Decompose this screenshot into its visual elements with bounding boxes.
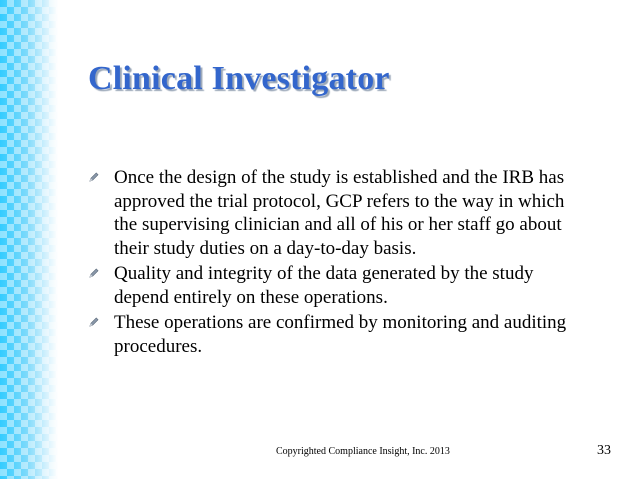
pencil-icon xyxy=(88,172,99,183)
bullet-text: Once the design of the study is established and the IRB has approved the trial protocol, GCP refers to the way in which the supervising clinician and all of his or her staff go about their study duties on a day-to-day basis. xyxy=(114,167,565,259)
bullet-list xyxy=(88,166,568,360)
bullet-item xyxy=(88,166,568,260)
decorative-checker-pattern xyxy=(0,0,58,479)
bullet-item xyxy=(88,311,568,358)
pencil-icon xyxy=(88,268,99,279)
footer-copyright: Copyrighted Compliance Insight, Inc. 2013 xyxy=(276,446,450,457)
pencil-icon xyxy=(88,317,99,328)
bullet-text: These operations are confirmed by monitoring and auditing procedures. xyxy=(114,312,567,357)
bullet-text: Quality and integrity of the data generated by the study depend entirely on these operations. xyxy=(114,263,534,308)
slide-number: 33 xyxy=(597,443,611,458)
bullet-item xyxy=(88,262,568,309)
slide-title: Clinical Investigator xyxy=(88,60,390,97)
